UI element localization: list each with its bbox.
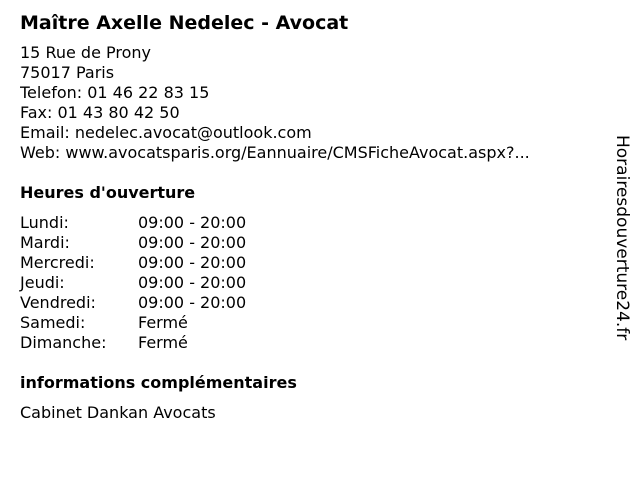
hours-row-mercredi: [20, 253, 600, 273]
business-title: Maître Axelle Nedelec - Avocat: [20, 12, 349, 34]
hours-day: Mercredi:: [20, 253, 95, 272]
hours-row-jeudi: [20, 273, 600, 293]
hours-row-lundi: [20, 213, 600, 233]
hours-time: 09:00 - 20:00: [138, 293, 247, 312]
hours-day: Jeudi:: [20, 273, 65, 292]
phone-number: Telefon: 01 46 22 83 15: [20, 83, 210, 102]
hours-day: Mardi:: [20, 233, 70, 252]
opening-hours-table: [20, 213, 600, 353]
address-street: 15 Rue de Prony: [20, 43, 151, 62]
hours-day: Vendredi:: [20, 293, 96, 312]
fax-number: Fax: 01 43 80 42 50: [20, 103, 180, 122]
additional-info-heading: informations complémentaires: [20, 373, 297, 392]
hours-time: 09:00 - 20:00: [138, 253, 247, 272]
hours-time: 09:00 - 20:00: [138, 233, 247, 252]
opening-hours-heading: Heures d'ouverture: [20, 183, 196, 202]
additional-info-text: Cabinet Dankan Avocats: [20, 403, 216, 422]
hours-time: Fermé: [138, 333, 188, 352]
hours-row-vendredi: [20, 293, 600, 313]
hours-row-dimanche: [20, 333, 600, 353]
hours-time: 09:00 - 20:00: [138, 213, 247, 232]
site-watermark: Horairesdouverture24.fr: [612, 135, 632, 341]
hours-row-samedi: [20, 313, 600, 333]
web-address: Web: www.avocatsparis.org/Eannuaire/CMSFicheAvocat.aspx?...: [20, 143, 530, 162]
hours-time: 09:00 - 20:00: [138, 273, 247, 292]
business-card: [20, 10, 600, 423]
hours-time: Fermé: [138, 313, 188, 332]
hours-day: Dimanche:: [20, 333, 107, 352]
hours-day: Lundi:: [20, 213, 69, 232]
contact-block: [20, 43, 600, 163]
address-city: 75017 Paris: [20, 63, 115, 82]
hours-day: Samedi:: [20, 313, 86, 332]
email-address: Email: nedelec.avocat@outlook.com: [20, 123, 312, 142]
hours-row-mardi: [20, 233, 600, 253]
